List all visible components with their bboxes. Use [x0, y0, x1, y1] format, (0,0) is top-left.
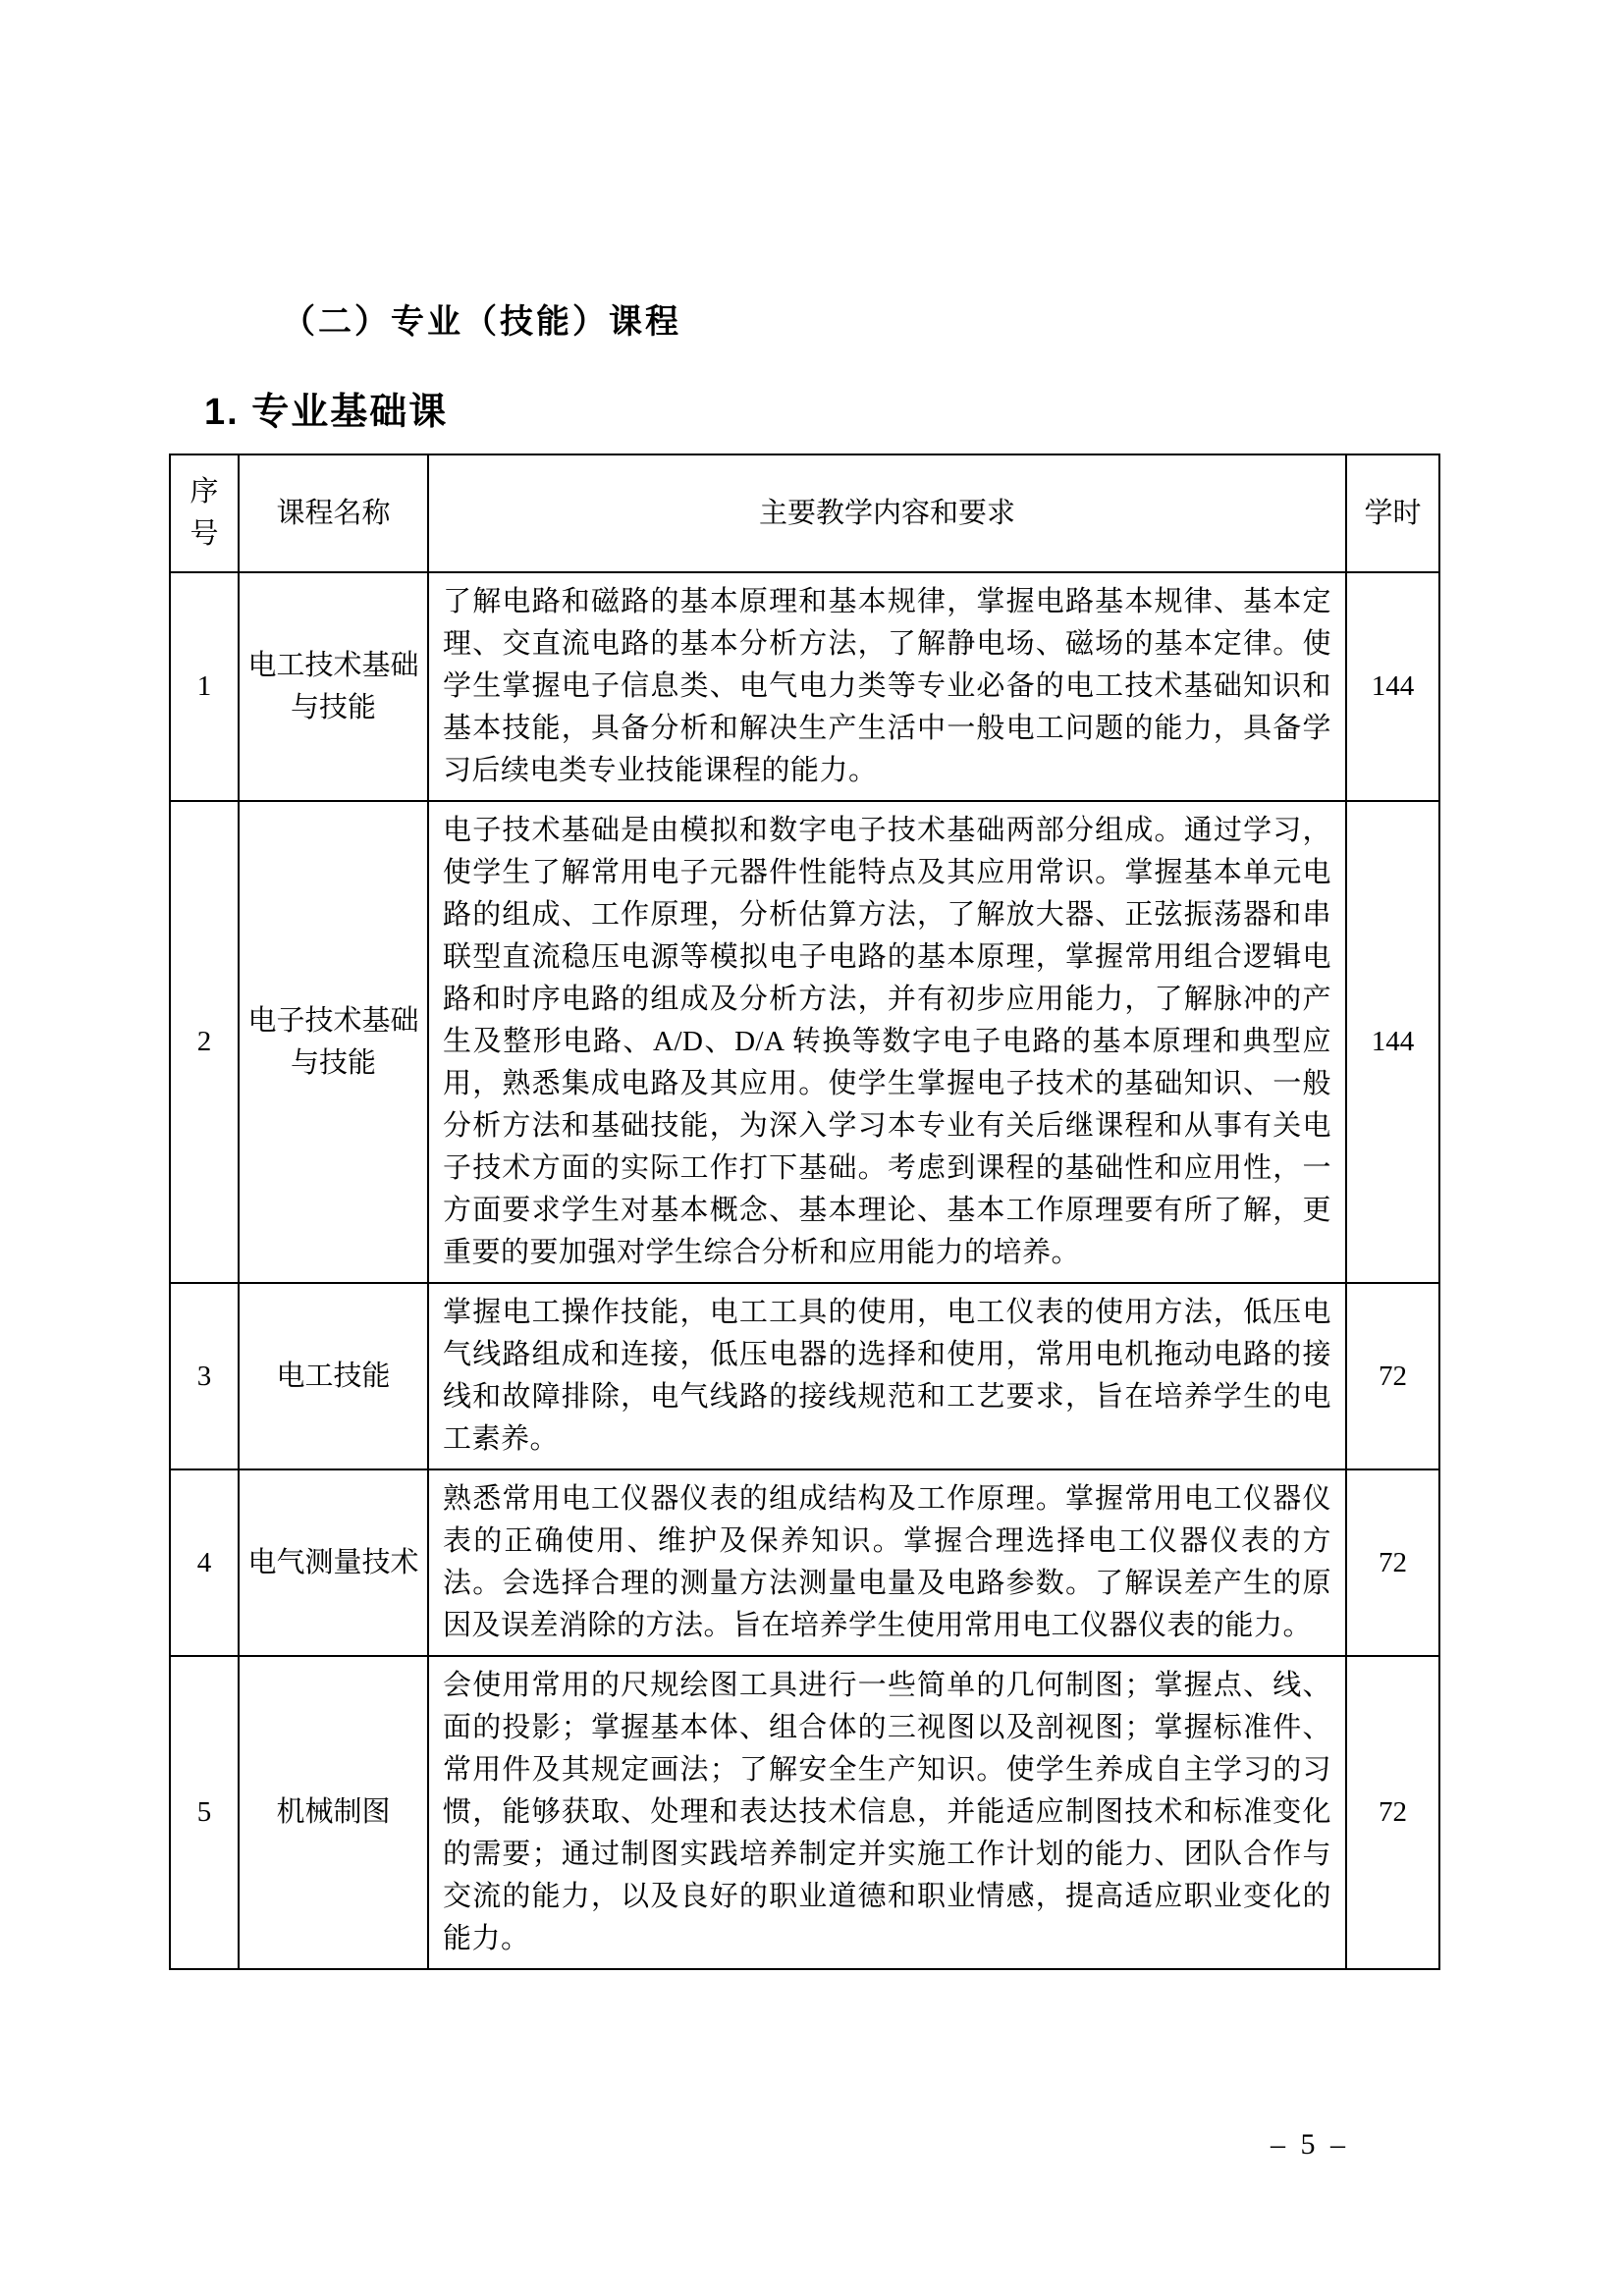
table-row — [170, 1656, 1439, 1969]
table-row — [170, 1283, 1439, 1469]
row-index: 2 — [170, 801, 239, 1283]
row-hours: 72 — [1346, 1469, 1439, 1656]
row-course-name: 电气测量技术 — [239, 1469, 428, 1656]
row-content: 掌握电工操作技能，电工工具的使用，电工仪表的使用方法，低压电气线路组成和连接，低压电器的选择和使用，常用电机拖动电路的接线和故障排除，电气线路的接线规范和工艺要求，旨在培养学生的电工素养。 — [428, 1283, 1346, 1469]
header-hours: 学时 — [1346, 454, 1439, 572]
header-content: 主要教学内容和要求 — [428, 454, 1346, 572]
row-course-name: 电工技术基础与技能 — [239, 572, 428, 801]
row-content: 熟悉常用电工仪器仪表的组成结构及工作原理。掌握常用电工仪器仪表的正确使用、维护及保养知识。掌握合理选择电工仪器仪表的方法。会选择合理的测量方法测量电量及电路参数。了解误差产生的原因及误差消除的方法。旨在培养学生使用常用电工仪器仪表的能力。 — [428, 1469, 1346, 1656]
row-course-name: 电工技能 — [239, 1283, 428, 1469]
row-index: 4 — [170, 1469, 239, 1656]
row-index: 5 — [170, 1656, 239, 1969]
row-content: 了解电路和磁路的基本原理和基本规律，掌握电路基本规律、基本定理、交直流电路的基本分析方法，了解静电场、磁场的基本定律。使学生掌握电子信息类、电气电力类等专业必备的电工技术基础知识和基本技能，具备分析和解决生产生活中一般电工问题的能力，具备学习后续电类专业技能课程的能力。 — [428, 572, 1346, 801]
table-row — [170, 801, 1439, 1283]
header-course-name: 课程名称 — [239, 454, 428, 572]
row-hours: 72 — [1346, 1283, 1439, 1469]
row-content: 会使用常用的尺规绘图工具进行一些简单的几何制图；掌握点、线、面的投影；掌握基本体、组合体的三视图以及剖视图；掌握标准件、常用件及其规定画法；了解安全生产知识。使学生养成自主学习的习惯，能够获取、处理和表达技术信息，并能适应制图技术和标准变化的需要；通过制图实践培养制定并实施工作计划的能力、团队合作与交流的能力，以及良好的职业道德和职业情感，提高适应职业变化的能力。 — [428, 1656, 1346, 1969]
row-course-name: 电子技术基础与技能 — [239, 801, 428, 1283]
row-index: 3 — [170, 1283, 239, 1469]
section-heading: （二）专业（技能）课程 — [282, 304, 681, 341]
row-index: 1 — [170, 572, 239, 801]
sub-heading: 1. 专业基础课 — [204, 392, 449, 433]
row-hours: 144 — [1346, 572, 1439, 801]
table-row — [170, 1469, 1439, 1656]
header-index: 序号 — [170, 454, 239, 572]
table-header-row — [170, 454, 1439, 572]
footer-page-number: – 5 – — [1271, 2128, 1349, 2161]
row-course-name: 机械制图 — [239, 1656, 428, 1969]
table-row — [170, 572, 1439, 801]
row-content: 电子技术基础是由模拟和数字电子技术基础两部分组成。通过学习，使学生了解常用电子元器件性能特点及其应用常识。掌握基本单元电路的组成、工作原理，分析估算方法，了解放大器、正弦振荡器和串联型直流稳压电源等模拟电子电路的基本原理，掌握常用组合逻辑电路和时序电路的组成及分析方法，并有初步应用能力，了解脉冲的产生及整形电路、A/D、D/A 转换等数字电子电路的基本原理和典型应用，熟悉集成电路及其应用。使学生掌握电子技术的基础知识、一般分析方法和基础技能，为深入学习本专业有关后继课程和从事有关电子技术方面的实际工作打下基础。考虑到课程的基础性和应用性，一方面要求学生对基本概念、基本理论、基本工作原理要有所了解，更重要的要加强对学生综合分析和应用能力的培养。 — [428, 801, 1346, 1283]
row-hours: 72 — [1346, 1656, 1439, 1969]
row-hours: 144 — [1346, 801, 1439, 1283]
course-table — [169, 454, 1440, 1970]
